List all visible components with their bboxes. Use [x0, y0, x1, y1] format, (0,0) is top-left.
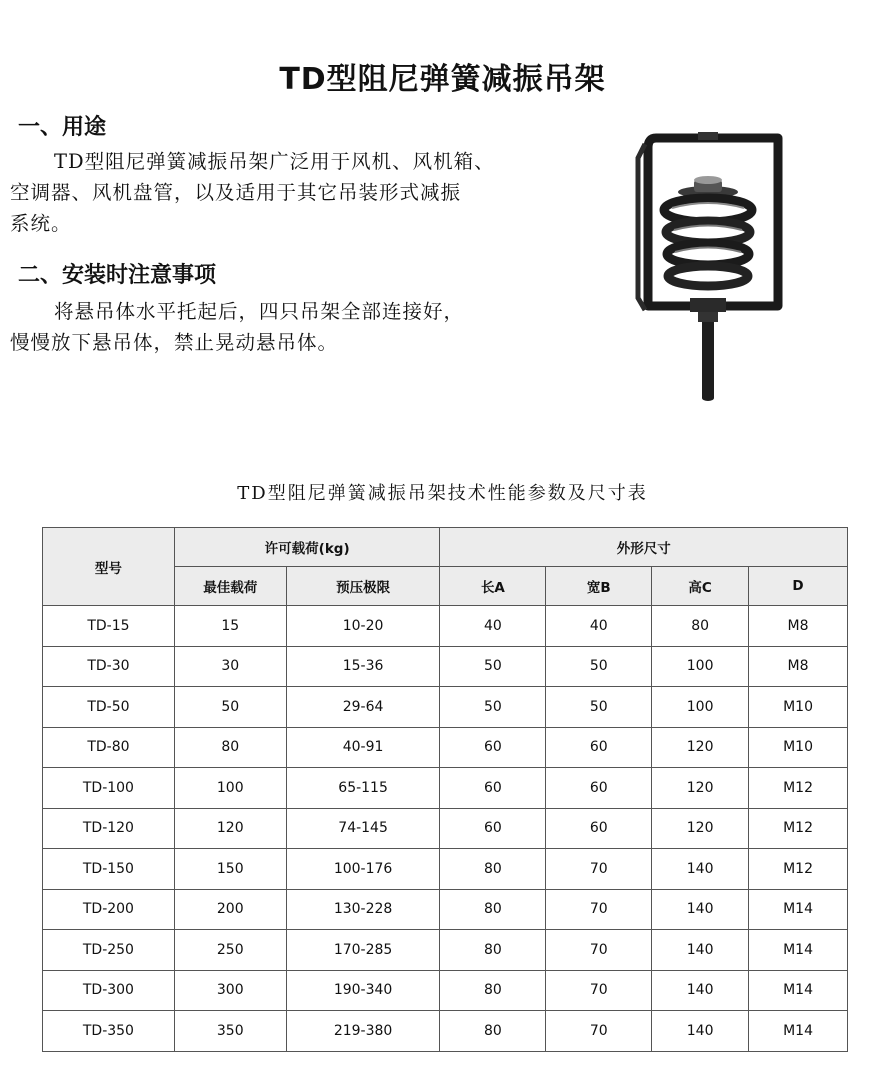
usage-line: TD型阻尼弹簧减振吊架广泛用于风机、风机箱、: [54, 150, 495, 173]
cell-b: 50: [546, 687, 652, 728]
cell-c: 120: [652, 727, 749, 768]
cell-c: 140: [652, 970, 749, 1011]
cell-best: 150: [174, 849, 286, 890]
cell-d: M14: [749, 930, 848, 971]
spec-table: [42, 527, 848, 1052]
cell-c: 100: [652, 687, 749, 728]
cell-model: TD-15: [43, 606, 175, 647]
cell-d: M12: [749, 849, 848, 890]
cell-d: M14: [749, 970, 848, 1011]
cell-best: 80: [174, 727, 286, 768]
cell-c: 80: [652, 606, 749, 647]
cell-c: 100: [652, 646, 749, 687]
cell-limit: 130-228: [286, 889, 440, 930]
cell-a: 80: [440, 930, 546, 971]
cell-model: TD-350: [43, 1011, 175, 1052]
spring-hanger-photo: [628, 128, 818, 408]
cell-a: 50: [440, 646, 546, 687]
header-width: 宽B: [546, 567, 652, 606]
cell-b: 60: [546, 808, 652, 849]
header-best-load: 最佳载荷: [174, 567, 286, 606]
cell-a: 80: [440, 889, 546, 930]
cell-a: 80: [440, 849, 546, 890]
cell-a: 60: [440, 768, 546, 809]
cell-limit: 100-176: [286, 849, 440, 890]
cell-c: 120: [652, 808, 749, 849]
header-d: D: [749, 567, 848, 606]
cell-best: 15: [174, 606, 286, 647]
table-row: [43, 970, 848, 1011]
cell-model: TD-100: [43, 768, 175, 809]
cell-a: 60: [440, 727, 546, 768]
cell-limit: 219-380: [286, 1011, 440, 1052]
header-model: 型号: [43, 528, 175, 606]
cell-limit: 15-36: [286, 646, 440, 687]
cell-b: 70: [546, 889, 652, 930]
cell-limit: 40-91: [286, 727, 440, 768]
cell-c: 140: [652, 889, 749, 930]
usage-line: 系统。: [10, 212, 72, 235]
cell-model: TD-80: [43, 727, 175, 768]
cell-b: 70: [546, 970, 652, 1011]
cell-best: 350: [174, 1011, 286, 1052]
table-row: [43, 849, 848, 890]
install-line: 将悬吊体水平托起后，四只吊架全部连接好，: [54, 300, 465, 323]
cell-b: 60: [546, 768, 652, 809]
cell-best: 30: [174, 646, 286, 687]
cell-limit: 65-115: [286, 768, 440, 809]
header-height: 高C: [652, 567, 749, 606]
cell-limit: 74-145: [286, 808, 440, 849]
table-row: [43, 768, 848, 809]
cell-b: 50: [546, 646, 652, 687]
cell-best: 200: [174, 889, 286, 930]
cell-b: 40: [546, 606, 652, 647]
cell-model: TD-150: [43, 849, 175, 890]
cell-b: 70: [546, 930, 652, 971]
cell-limit: 10-20: [286, 606, 440, 647]
usage-line: 空调器、风机盘管，以及适用于其它吊装形式减振: [10, 181, 462, 204]
install-paragraph: [10, 296, 535, 358]
cell-a: 60: [440, 808, 546, 849]
cell-model: TD-30: [43, 646, 175, 687]
table-row: [43, 646, 848, 687]
cell-a: 40: [440, 606, 546, 647]
page-title: TD型阻尼弹簧减振吊架: [279, 62, 606, 98]
cell-best: 50: [174, 687, 286, 728]
cell-d: M10: [749, 687, 848, 728]
cell-a: 50: [440, 687, 546, 728]
cell-best: 250: [174, 930, 286, 971]
cell-c: 140: [652, 930, 749, 971]
header-length: 长A: [440, 567, 546, 606]
table-row: [43, 606, 848, 647]
table-caption: TD型阻尼弹簧减振吊架技术性能参数及尺寸表: [237, 483, 648, 504]
cell-a: 80: [440, 1011, 546, 1052]
header-size-group: 外形尺寸: [440, 528, 848, 567]
cell-model: TD-50: [43, 687, 175, 728]
cell-d: M8: [749, 646, 848, 687]
cell-c: 140: [652, 1011, 749, 1052]
cell-limit: 29-64: [286, 687, 440, 728]
usage-paragraph: [10, 146, 535, 239]
table-row: [43, 808, 848, 849]
cell-d: M12: [749, 768, 848, 809]
cell-best: 300: [174, 970, 286, 1011]
cell-d: M12: [749, 808, 848, 849]
usage-heading: 一、用途: [18, 115, 107, 140]
cell-limit: 170-285: [286, 930, 440, 971]
cell-b: 70: [546, 849, 652, 890]
header-preload-limit: 预压极限: [286, 567, 440, 606]
cell-model: TD-200: [43, 889, 175, 930]
install-heading: 二、安装时注意事项: [18, 263, 217, 288]
cell-b: 70: [546, 1011, 652, 1052]
cell-model: TD-300: [43, 970, 175, 1011]
cell-d: M14: [749, 1011, 848, 1052]
cell-best: 120: [174, 808, 286, 849]
install-line: 慢慢放下悬吊体，禁止晃动悬吊体。: [10, 331, 339, 354]
cell-c: 140: [652, 849, 749, 890]
table-row: [43, 727, 848, 768]
table-row: [43, 889, 848, 930]
cell-c: 120: [652, 768, 749, 809]
cell-model: TD-250: [43, 930, 175, 971]
table-row: [43, 930, 848, 971]
cell-limit: 190-340: [286, 970, 440, 1011]
table-row: [43, 1011, 848, 1052]
cell-d: M14: [749, 889, 848, 930]
cell-d: M10: [749, 727, 848, 768]
cell-d: M8: [749, 606, 848, 647]
cell-best: 100: [174, 768, 286, 809]
header-load-group: 许可载荷(kg): [174, 528, 440, 567]
cell-b: 60: [546, 727, 652, 768]
cell-a: 80: [440, 970, 546, 1011]
cell-model: TD-120: [43, 808, 175, 849]
table-row: [43, 687, 848, 728]
